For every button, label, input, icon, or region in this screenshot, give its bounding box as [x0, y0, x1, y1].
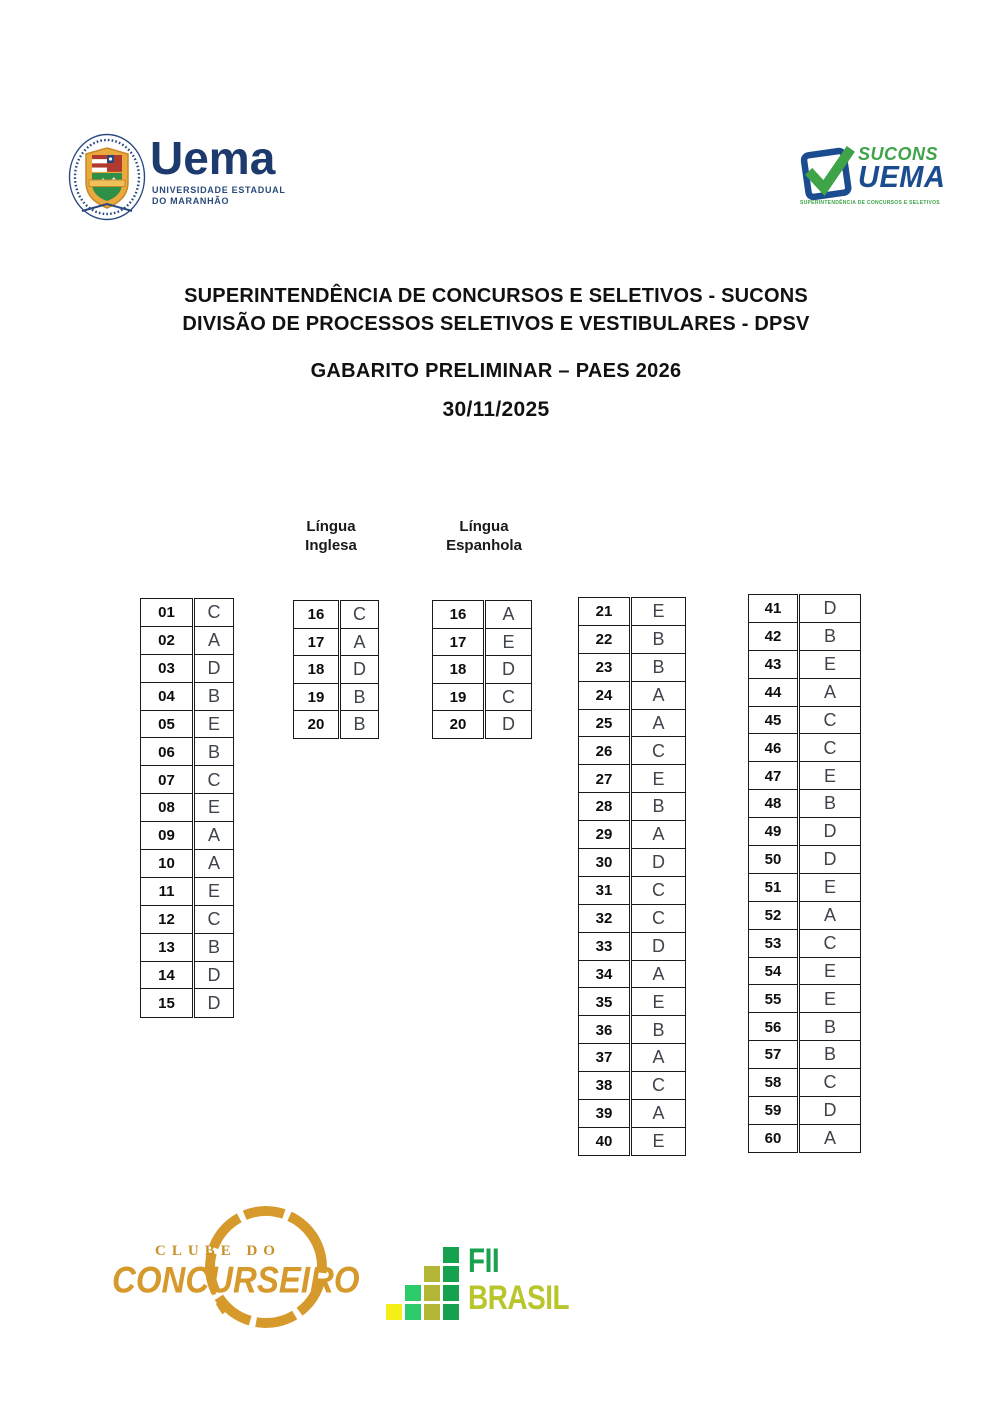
answer-table-questions-21-40: [578, 597, 686, 1156]
answer-row: [578, 597, 686, 626]
question-number: 49: [748, 817, 798, 846]
answer-row: [578, 792, 686, 821]
lingua-inglesa-line2: Inglesa: [305, 536, 357, 554]
answer-letter: C: [631, 736, 686, 765]
answer-row: [293, 655, 379, 684]
question-number: 16: [432, 600, 484, 629]
answer-letter: D: [194, 961, 234, 990]
answer-letter: B: [799, 1040, 861, 1069]
answer-letter: A: [631, 709, 686, 738]
clube-top-text: CLUBE DO: [155, 1243, 281, 1259]
answer-row: [748, 845, 861, 874]
answer-letter: B: [340, 710, 379, 739]
answer-row: [748, 873, 861, 902]
question-number: 57: [748, 1040, 798, 1069]
answer-letter: C: [799, 733, 861, 762]
page-title: GABARITO PRELIMINAR – PAES 2026: [310, 360, 682, 382]
answer-row: [748, 706, 861, 735]
uema-logo: [68, 131, 298, 223]
answer-row: [578, 1071, 686, 1100]
question-number: 56: [748, 1012, 798, 1041]
answer-letter: A: [631, 820, 686, 849]
question-number: 25: [578, 709, 630, 738]
answer-letter: B: [799, 622, 861, 651]
question-number: 03: [140, 654, 193, 683]
question-number: 29: [578, 820, 630, 849]
question-number: 02: [140, 626, 193, 655]
column-header-lingua-espanhola: [424, 518, 544, 555]
answer-row: [140, 682, 234, 711]
question-number: 12: [140, 905, 193, 934]
answer-row: [578, 764, 686, 793]
answer-letter: B: [799, 789, 861, 818]
answer-letter: E: [799, 650, 861, 679]
answer-row: [140, 821, 234, 850]
answer-letter: D: [194, 654, 234, 683]
question-number: 39: [578, 1099, 630, 1128]
question-number: 23: [578, 653, 630, 682]
answer-letter: C: [194, 765, 234, 794]
uema-wordmark: Uema: [150, 132, 276, 184]
question-number: 44: [748, 678, 798, 707]
question-number: 24: [578, 681, 630, 710]
org-header-line2: DIVISÃO DE PROCESSOS SELETIVOS E VESTIBULARES - DPSV: [182, 312, 810, 335]
fii-bar-column: [424, 1266, 440, 1320]
answer-table-questions-41-60: [748, 594, 861, 1153]
question-number: 21: [578, 597, 630, 626]
answer-letter: E: [194, 710, 234, 739]
answer-row: [140, 961, 234, 990]
question-number: 43: [748, 650, 798, 679]
brasil-text-line: BRASIL: [468, 1277, 570, 1318]
answer-letter: D: [799, 845, 861, 874]
answer-letter: B: [631, 792, 686, 821]
uema-subtitle: [152, 185, 286, 207]
question-number: 15: [140, 988, 193, 1017]
question-number: 42: [748, 622, 798, 651]
question-number: 55: [748, 984, 798, 1013]
answer-row: [578, 932, 686, 961]
question-number: 07: [140, 765, 193, 794]
answer-letter: A: [194, 821, 234, 850]
answer-letter: D: [340, 655, 379, 684]
fii-brasil-logo: [386, 1240, 586, 1322]
question-number: 13: [140, 933, 193, 962]
answer-row: [578, 987, 686, 1016]
answer-letter: E: [799, 761, 861, 790]
answer-row: [748, 1012, 861, 1041]
answer-row: [140, 654, 234, 683]
question-number: 41: [748, 594, 798, 623]
answer-row: [578, 709, 686, 738]
answer-letter: E: [799, 984, 861, 1013]
question-number: 33: [578, 932, 630, 961]
question-number: 05: [140, 710, 193, 739]
answer-table-questions-01-15: [140, 598, 234, 1018]
question-number: 54: [748, 957, 798, 986]
document-date: 30/11/2025: [442, 398, 550, 421]
answer-row: [748, 1040, 861, 1069]
question-number: 10: [140, 849, 193, 878]
answer-row: [578, 681, 686, 710]
question-number: 08: [140, 793, 193, 822]
answer-letter: E: [485, 628, 532, 657]
question-number: 01: [140, 598, 193, 627]
answer-row: [578, 625, 686, 654]
answer-row: [293, 710, 379, 739]
answer-row: [578, 820, 686, 849]
answer-letter: A: [485, 600, 532, 629]
question-number: 30: [578, 848, 630, 877]
answer-row: [293, 628, 379, 657]
question-number: 38: [578, 1071, 630, 1100]
clube-bottom-text: CONCURSEIRO: [112, 1259, 360, 1301]
answer-letter: C: [194, 598, 234, 627]
question-number: 31: [578, 876, 630, 905]
answer-row: [578, 848, 686, 877]
question-number: 37: [578, 1043, 630, 1072]
answer-row: [578, 1099, 686, 1128]
answer-row: [748, 622, 861, 651]
answer-letter: B: [340, 683, 379, 712]
question-number: 28: [578, 792, 630, 821]
question-number: 51: [748, 873, 798, 902]
uema-crest-icon: [68, 133, 146, 221]
answer-letter: E: [799, 873, 861, 902]
lingua-espanhola-line2: Espanhola: [446, 536, 522, 554]
fii-bar-column: [443, 1247, 459, 1320]
answer-row: [432, 710, 532, 739]
lingua-inglesa-line1: Língua: [306, 518, 356, 535]
sucons-logo: [798, 139, 946, 214]
answer-row: [140, 765, 234, 794]
answer-row: [140, 710, 234, 739]
answer-letter: C: [799, 1068, 861, 1097]
answer-letter: D: [799, 594, 861, 623]
answer-letter: D: [799, 817, 861, 846]
question-number: 17: [293, 628, 339, 657]
lingua-espanhola-line1: Língua: [459, 518, 509, 535]
uema-subtitle-line2: DO MARANHÃO: [152, 196, 230, 206]
answer-row: [578, 876, 686, 905]
question-number: 17: [432, 628, 484, 657]
org-header-line1: SUPERINTENDÊNCIA DE CONCURSOS E SELETIVOS - SUCONS: [184, 285, 808, 307]
org-header: [96, 283, 896, 338]
question-number: 34: [578, 960, 630, 989]
question-number: 18: [293, 655, 339, 684]
answer-row: [432, 628, 532, 657]
question-number: 16: [293, 600, 339, 629]
answer-letter: A: [340, 628, 379, 657]
answer-table-lingua-inglesa: [293, 600, 379, 739]
answer-row: [140, 737, 234, 766]
question-number: 58: [748, 1068, 798, 1097]
answer-row: [140, 849, 234, 878]
question-number: 40: [578, 1127, 630, 1156]
question-number: 19: [432, 683, 484, 712]
answer-letter: B: [194, 682, 234, 711]
answer-row: [578, 653, 686, 682]
answer-letter: B: [631, 653, 686, 682]
answer-row: [748, 733, 861, 762]
answer-row: [293, 600, 379, 629]
question-number: 35: [578, 987, 630, 1016]
answer-letter: C: [485, 683, 532, 712]
answer-letter: E: [194, 793, 234, 822]
answer-letter: E: [631, 764, 686, 793]
question-number: 19: [293, 683, 339, 712]
answer-letter: D: [631, 848, 686, 877]
answer-row: [748, 1096, 861, 1125]
question-number: 45: [748, 706, 798, 735]
answer-row: [748, 789, 861, 818]
question-number: 26: [578, 736, 630, 765]
answer-row: [748, 594, 861, 623]
answer-letter: C: [631, 1071, 686, 1100]
question-number: 04: [140, 682, 193, 711]
fii-bar-column: [405, 1285, 421, 1320]
question-number: 14: [140, 961, 193, 990]
answer-row: [140, 793, 234, 822]
sucons-tagline: SUPERINTENDÊNCIA DE CONCURSOS E SELETIVOS: [800, 200, 940, 206]
answer-row: [748, 678, 861, 707]
answer-row: [748, 1068, 861, 1097]
answer-letter: B: [799, 1012, 861, 1041]
answer-letter: A: [631, 1043, 686, 1072]
answer-letter: C: [340, 600, 379, 629]
answer-row: [748, 1124, 861, 1153]
answer-row: [748, 929, 861, 958]
clube-do-concurseiro-logo: [112, 1203, 360, 1343]
question-number: 18: [432, 655, 484, 684]
answer-row: [748, 957, 861, 986]
answer-letter: C: [631, 876, 686, 905]
answer-letter: B: [194, 737, 234, 766]
answer-row: [432, 683, 532, 712]
question-number: 53: [748, 929, 798, 958]
fii-bar-chart-icon: [386, 1247, 459, 1320]
column-header-lingua-inglesa: [281, 518, 381, 555]
fii-brasil-text: [468, 1242, 569, 1316]
answer-row: [432, 600, 532, 629]
answer-letter: A: [631, 1099, 686, 1128]
answer-table-lingua-espanhola: [432, 600, 532, 739]
sucons-logo-text: SUCONS: [858, 143, 939, 164]
question-number: 59: [748, 1096, 798, 1125]
answer-row: [748, 650, 861, 679]
answer-letter: E: [799, 957, 861, 986]
answer-letter: A: [799, 1124, 861, 1153]
answer-letter: B: [194, 933, 234, 962]
answer-row: [140, 933, 234, 962]
answer-row: [140, 626, 234, 655]
answer-letter: A: [631, 681, 686, 710]
answer-letter: D: [194, 988, 234, 1017]
question-number: 09: [140, 821, 193, 850]
answer-letter: C: [631, 904, 686, 933]
answer-row: [748, 901, 861, 930]
answer-letter: A: [194, 849, 234, 878]
answer-letter: E: [631, 987, 686, 1016]
answer-letter: A: [631, 960, 686, 989]
question-number: 11: [140, 877, 193, 906]
answer-letter: B: [631, 625, 686, 654]
question-number: 48: [748, 789, 798, 818]
answer-row: [140, 905, 234, 934]
answer-row: [432, 655, 532, 684]
answer-row: [140, 988, 234, 1017]
answer-row: [578, 1043, 686, 1072]
answer-row: [578, 1127, 686, 1156]
answer-letter: A: [799, 901, 861, 930]
answer-row: [293, 683, 379, 712]
answer-row: [578, 1015, 686, 1044]
answer-letter: B: [631, 1015, 686, 1044]
answer-row: [578, 960, 686, 989]
answer-row: [748, 761, 861, 790]
question-number: 27: [578, 764, 630, 793]
question-number: 22: [578, 625, 630, 654]
question-number: 32: [578, 904, 630, 933]
answer-row: [578, 904, 686, 933]
checkbox-check-icon: [798, 141, 858, 203]
answer-letter: D: [799, 1096, 861, 1125]
question-number: 47: [748, 761, 798, 790]
answer-letter: D: [485, 710, 532, 739]
question-number: 20: [293, 710, 339, 739]
question-number: 50: [748, 845, 798, 874]
question-number: 20: [432, 710, 484, 739]
fii-bar-column: [386, 1304, 402, 1320]
uema-subtitle-line1: UNIVERSIDADE ESTADUAL: [152, 185, 286, 195]
answer-letter: E: [194, 877, 234, 906]
question-number: 52: [748, 901, 798, 930]
question-number: 60: [748, 1124, 798, 1153]
answer-letter: C: [799, 706, 861, 735]
question-number: 46: [748, 733, 798, 762]
question-number: 36: [578, 1015, 630, 1044]
answer-letter: A: [194, 626, 234, 655]
answer-letter: C: [799, 929, 861, 958]
answer-row: [748, 984, 861, 1013]
answer-row: [748, 817, 861, 846]
sucons-uema-text: UEMA: [858, 161, 946, 195]
answer-row: [140, 598, 234, 627]
fii-text-line: FII: [468, 1240, 500, 1281]
answer-letter: D: [485, 655, 532, 684]
answer-row: [578, 736, 686, 765]
question-number: 06: [140, 737, 193, 766]
answer-letter: A: [799, 678, 861, 707]
answer-letter: D: [631, 932, 686, 961]
answer-letter: E: [631, 1127, 686, 1156]
answer-letter: E: [631, 597, 686, 626]
answer-row: [140, 877, 234, 906]
answer-letter: C: [194, 905, 234, 934]
